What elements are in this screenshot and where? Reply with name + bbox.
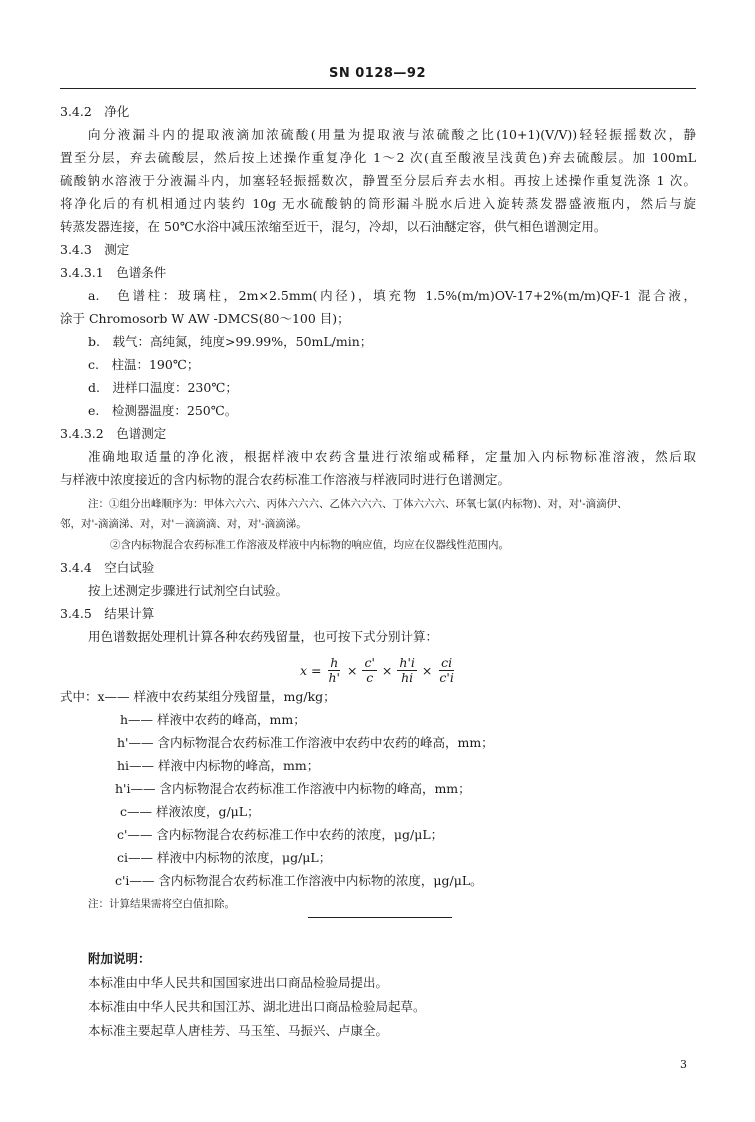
formula-fraction — [327, 656, 343, 685]
list-item-b: b. 载气：高纯氮，纯度>99.99%，50mL/min； — [88, 334, 373, 349]
paragraph-line: 与样液中浓度接近的含内标物的混合农药标准工作溶液与样液同时进行色谱测定。 — [60, 472, 511, 487]
formula-denominator: c — [366, 669, 374, 685]
paragraph-line: 准确地取适量的净化液，根据样液中农药含量进行浓缩或稀释，定量加入内标物标准溶液，然后取 — [88, 449, 696, 464]
section-heading-3-4-3: 3.4.3 测定 — [60, 242, 130, 257]
formula-denominator: hi — [401, 669, 414, 685]
times-operator: × — [421, 662, 433, 678]
list-item-a: a. 色谱柱：玻璃柱，2m×2.5mm(内径)，填充物 1.5%(m/m)OV-17+2%(m/m)QF-1 混合液， — [88, 288, 696, 303]
page-number: 3 — [680, 1058, 687, 1071]
formula-numerator: c' — [364, 654, 375, 670]
variable-definition: h'—— 含内标物混合农药标准工作溶液中农药中农药的峰高，mm； — [117, 735, 494, 750]
variable-definition: hi—— 样液中内标物的峰高，mm； — [117, 758, 320, 773]
variable-definition: c'—— 含内标物混合农药标准工作中农药的浓度，μg/μL； — [117, 827, 444, 842]
list-item-a-continued: 涂于 Chromosorb W AW -DMCS(80～100 目)； — [60, 311, 350, 326]
paragraph-line: 向分液漏斗内的提取液滴加浓硫酸(用量为提取液与浓硫酸之比(10+1)(V/V))轻轻振摇数次，静 — [88, 127, 696, 142]
paragraph-line: 用色谱数据处理机计算各种农药残留量，也可按下式分别计算： — [88, 629, 439, 644]
appendix-line: 本标准由中华人民共和国国家进出口商品检验局提出。 — [88, 975, 389, 990]
variable-definition: h—— 样液中农药的峰高，mm； — [120, 712, 306, 727]
list-item-d: d. 进样口温度：230℃； — [88, 380, 238, 395]
variable-definition: c'i—— 含内标物混合农药标准工作溶液中内标物的浓度，μg/μL。 — [115, 873, 483, 888]
note-line: ②含内标物混合农药标准工作溶液及样液中内标物的响应值，均应在仪器线性范围内。 — [110, 539, 509, 551]
formula-numerator: h — [330, 654, 339, 670]
formula-numerator: ci — [441, 654, 453, 670]
section-heading-3-4-3-2: 3.4.3.2 色谱测定 — [60, 426, 167, 441]
list-item-c: c. 柱温：190℃； — [88, 357, 200, 372]
formula-denominator: h' — [328, 669, 340, 685]
paragraph-line: 硫酸钠水溶液于分液漏斗内，加塞轻轻振摇数次，静置至分层后弃去水相。再按上述操作重复洗涤 1 次。 — [60, 173, 696, 188]
standard-number-header: SN 0128—92 — [328, 66, 427, 81]
times-operator: × — [381, 662, 393, 678]
variable-definition: ci—— 样液中内标物的浓度，μg/μL； — [117, 850, 332, 865]
paragraph-line: 置至分层，弃去硫酸层，然后按上述操作重复净化 1～2 次(直至酸液呈浅黄色)弃去硫酸层。加 100mL — [60, 150, 696, 165]
section-divider — [308, 917, 452, 918]
section-heading-3-4-2: 3.4.2 净化 — [60, 104, 130, 119]
variable-definition: c—— 样液浓度，g/μL； — [120, 804, 260, 819]
formula-fraction — [362, 656, 376, 685]
appendix-title: 附加说明： — [88, 951, 151, 966]
appendix-line: 本标准主要起草人唐桂芳、马玉笙、马振兴、卢康全。 — [88, 1023, 389, 1038]
note-line: 注：①组分出峰顺序为：甲体六六六、丙体六六六、乙体六六六、丁体六六六、环氧七氯(内标物)、对，对'-滴滴伊、 — [88, 498, 628, 510]
section-heading-3-4-4: 3.4.4 空白试验 — [60, 560, 155, 575]
paragraph-line: 将净化后的有机相通过内装约 10g 无水硫酸钠的筒形漏斗脱水后进入旋转蒸发器盛液瓶内，然后与旋 — [60, 196, 696, 211]
formula-fraction — [397, 656, 417, 685]
paragraph-line: 按上述测定步骤进行试剂空白试验。 — [88, 583, 289, 598]
header-rule — [60, 88, 696, 89]
variable-definition: h'i—— 含内标物混合农药标准工作溶液中内标物的峰高，mm； — [115, 781, 471, 796]
formula-numerator: h'i — [399, 654, 415, 670]
formula-fraction — [437, 656, 455, 685]
section-heading-3-4-5: 3.4.5 结果计算 — [60, 606, 155, 621]
section-heading-3-4-3-1: 3.4.3.1 色谱条件 — [60, 265, 167, 280]
variable-definition: 式中：x—— 样液中农药某组分残留量，mg/kg； — [60, 689, 336, 704]
note-line: 邻，对'-滴滴涕、对，对'－滴滴滴、对，对'-滴滴涕。 — [60, 518, 307, 530]
formula-lhs: x = — [300, 662, 322, 678]
paragraph-line: 转蒸发器连接，在 50℃水浴中减压浓缩至近干，混匀，冷却，以石油醚定容，供气相色谱测定用。 — [60, 219, 607, 234]
calculation-formula — [300, 650, 456, 690]
formula-denominator: c'i — [439, 669, 454, 685]
appendix-line: 本标准由中华人民共和国江苏、湖北进出口商品检验局起草。 — [88, 999, 426, 1014]
note-line: 注：计算结果需将空白值扣除。 — [88, 898, 235, 910]
times-operator: × — [347, 662, 358, 678]
list-item-e: e. 检测器温度：250℃。 — [88, 403, 238, 418]
